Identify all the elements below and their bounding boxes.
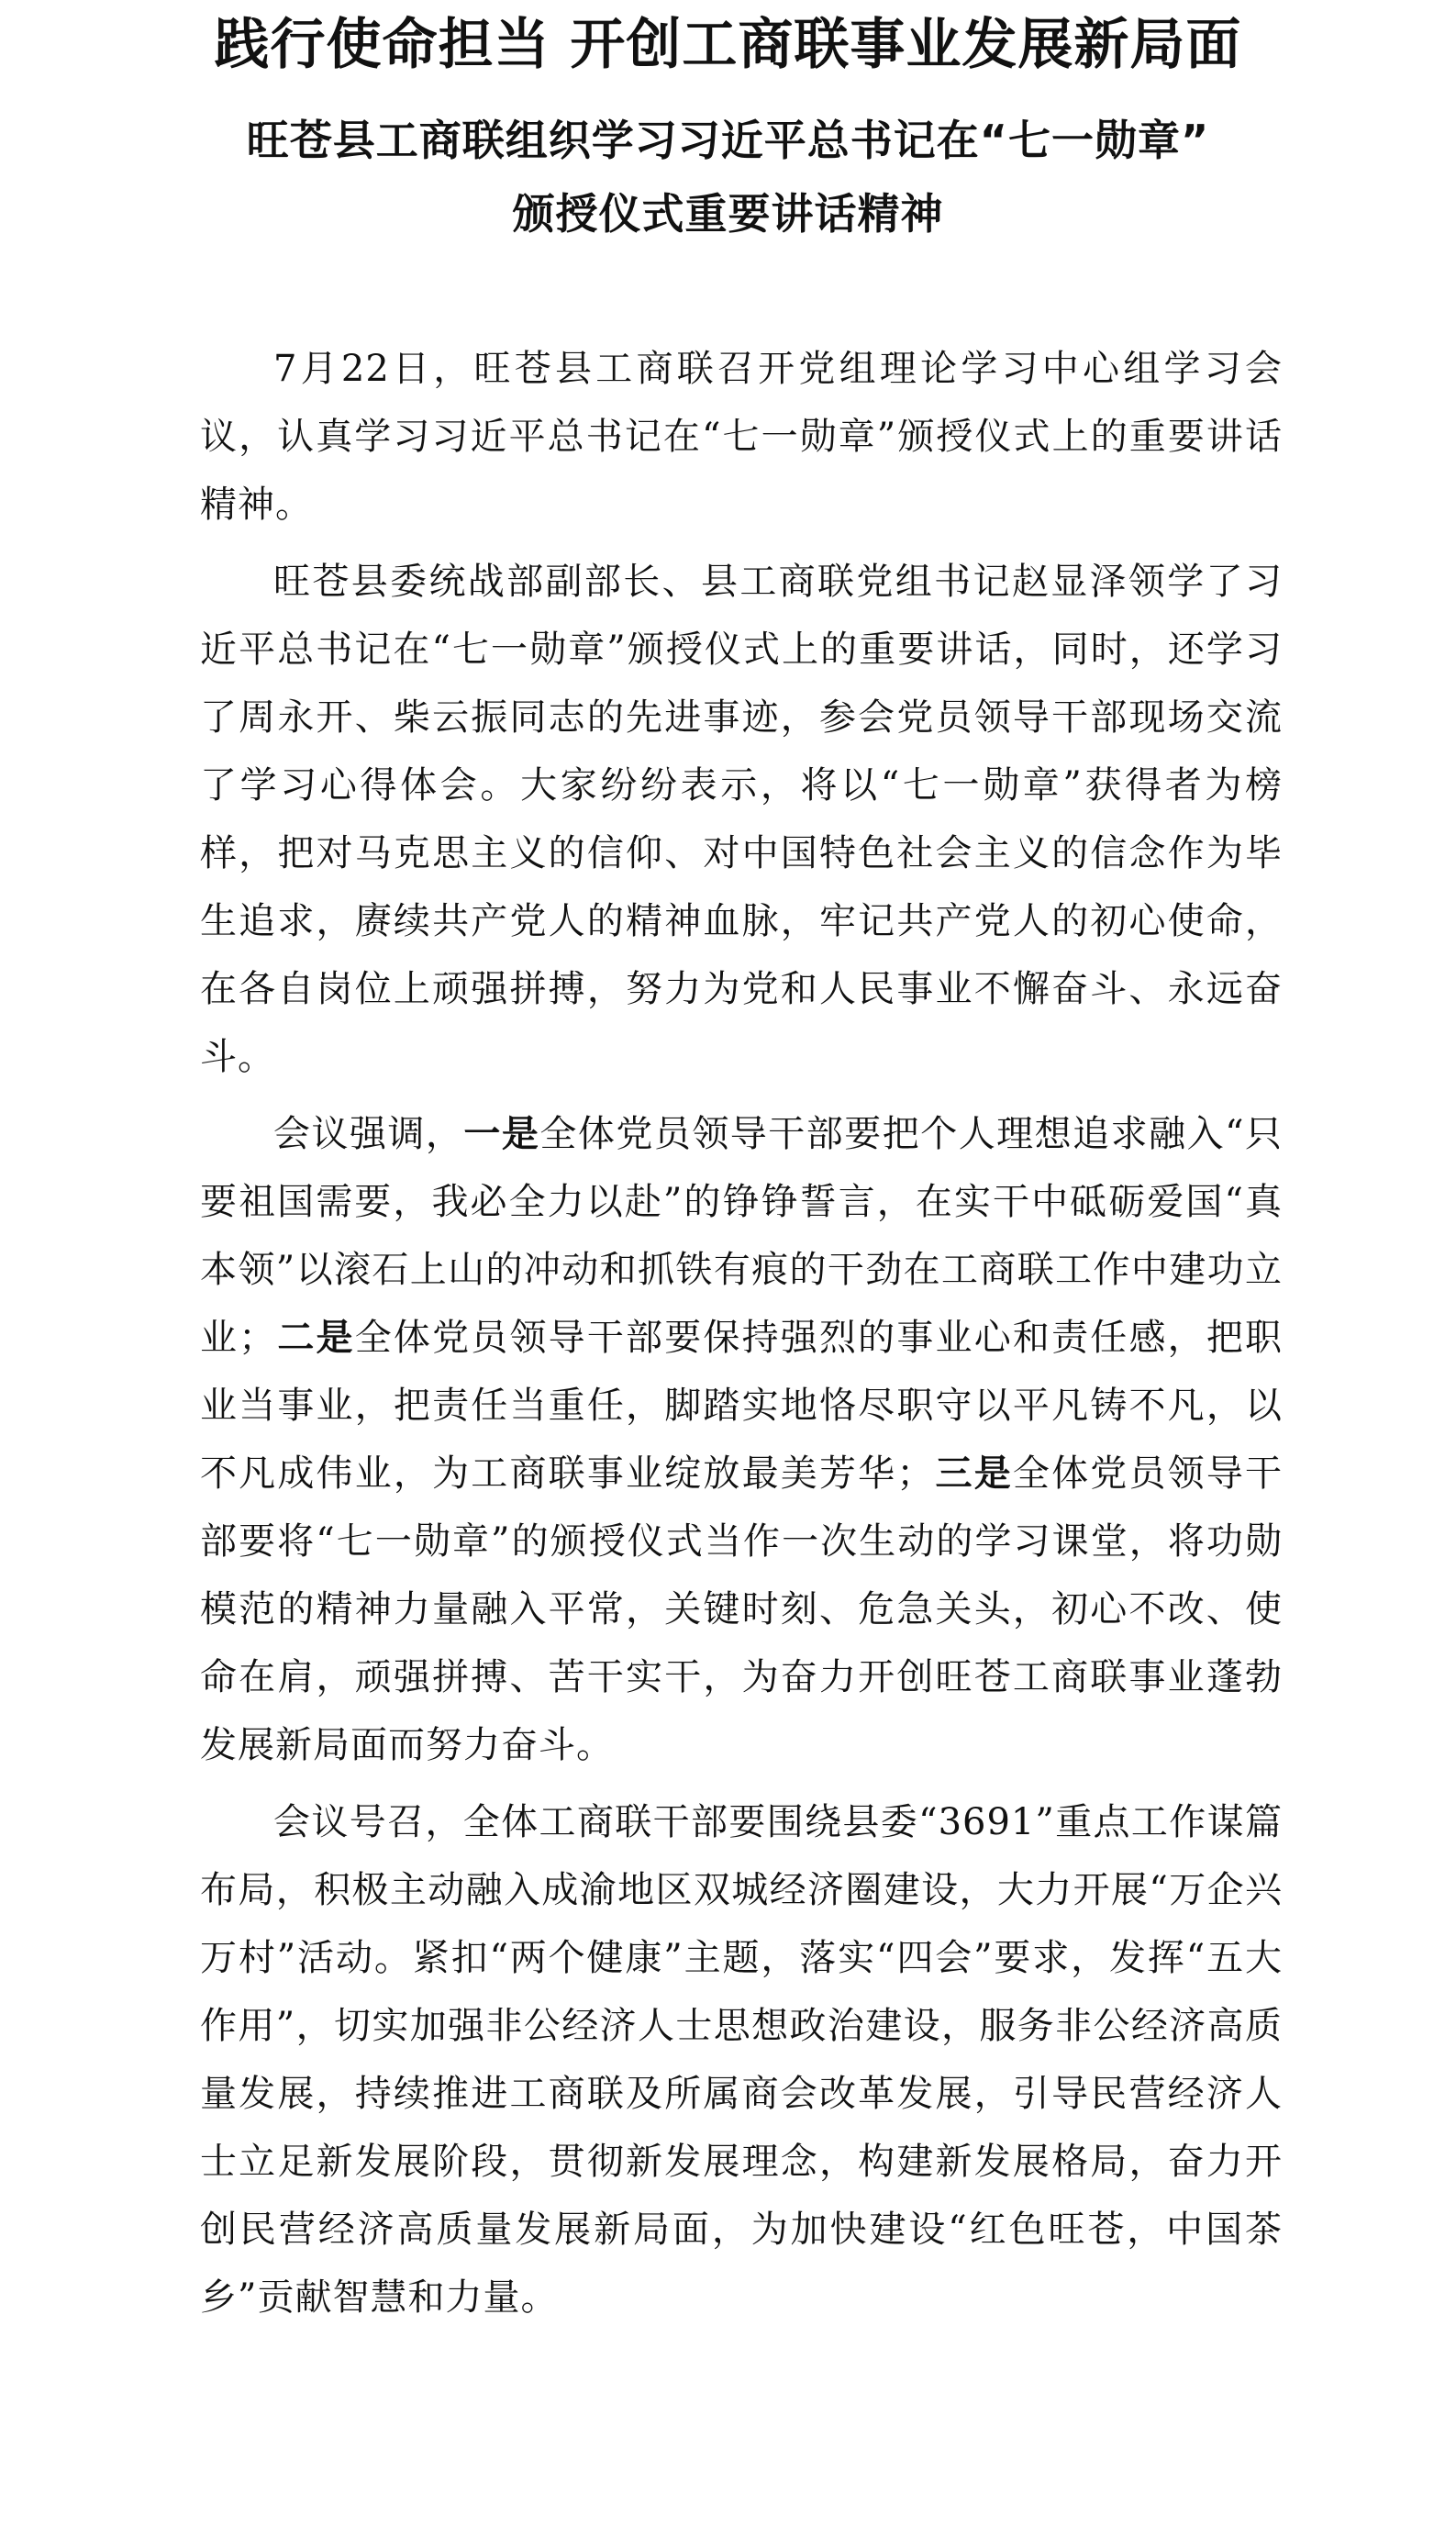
paragraph-3-part-3: 全体党员领导干部要保持强烈的事业心和责任感，把职业当事业，把责任当重任，脚踏实地恪尽职守以平凡铸不凡，以不凡成伟业，为工商联事业绽放最美芳华；	[200, 1317, 1284, 1495]
subtitle-line-2: 颁授仪式重要讲话精神	[512, 189, 944, 239]
paragraph-3	[200, 1100, 1283, 1779]
paragraph-1: 7月22日，旺苍县工商联召开党组理论学习中心组学习会议，认真学习习近平总书记在“七一勋章”颁授仪式上的重要讲话精神。	[200, 348, 1283, 526]
point-two-label: 二是	[276, 1316, 355, 1359]
point-three-label: 三是	[934, 1452, 1013, 1495]
paragraph-3-part-1: 会议强调，	[273, 1113, 464, 1155]
main-title: 践行使命担当 开创工商联事业发展新局面	[214, 13, 1242, 77]
paragraph-3-part-2: 全体党员领导干部要把个人理想追求融入“只要祖国需要，我必全力以赴”的铮铮誓言，在实干中砥砺爱国“真本领”以滚石上山的冲动和抓铁有痕的干劲在工商联工作中建功立业；	[200, 1113, 1284, 1359]
point-one-label: 一是	[463, 1112, 540, 1155]
subtitle-line-1: 旺苍县工商联组织学习习近平总书记在“七一勋章”	[246, 116, 1210, 165]
article-body	[200, 335, 1283, 2335]
paragraph-3-part-4: 全体党员领导干部要将“七一勋章”的颁授仪式当作一次生动的学习课堂，将功勋模范的精神力量融入平常，关键时刻、危急关头，初心不改、使命在肩，顽强拼搏、苦干实干，为奋力开创旺苍工商联事业蓬勃发展新局面而努力奋斗。	[200, 1452, 1284, 1766]
paragraph-2: 旺苍县委统战部副部长、县工商联党组书记赵显泽领学了习近平总书记在“七一勋章”颁授仪式上的重要讲话，同时，还学习了周永开、柴云振同志的先进事迹，参会党员领导干部现场交流了学习心得体会。大家纷纷表示，将以“七一勋章”获得者为榜样，把对马克思主义的信仰、对中国特色社会主义的信念作为毕生追求，赓续共产党人的精神血脉，牢记共产党人的初心使命，在各自岗位上顽强拼搏，努力为党和人民事业不懈奋斗、永远奋斗。	[200, 561, 1283, 1078]
paragraph-4: 会议号召，全体工商联干部要围绕县委“3691”重点工作谋篇布局，积极主动融入成渝地区双城经济圈建设，大力开展“万企兴万村”活动。紧扣“两个健康”主题，落实“四会”要求，发挥“五大作用”，切实加强非公经济人士思想政治建设，服务非公经济高质量发展，持续推进工商联及所属商会改革发展，引导民营经济人士立足新发展阶段，贯彻新发展理念，构建新发展格局，奋力开创民营经济高质量发展新局面，为加快建设“红色旺苍，中国茶乡”贡献智慧和力量。	[200, 1801, 1283, 2319]
